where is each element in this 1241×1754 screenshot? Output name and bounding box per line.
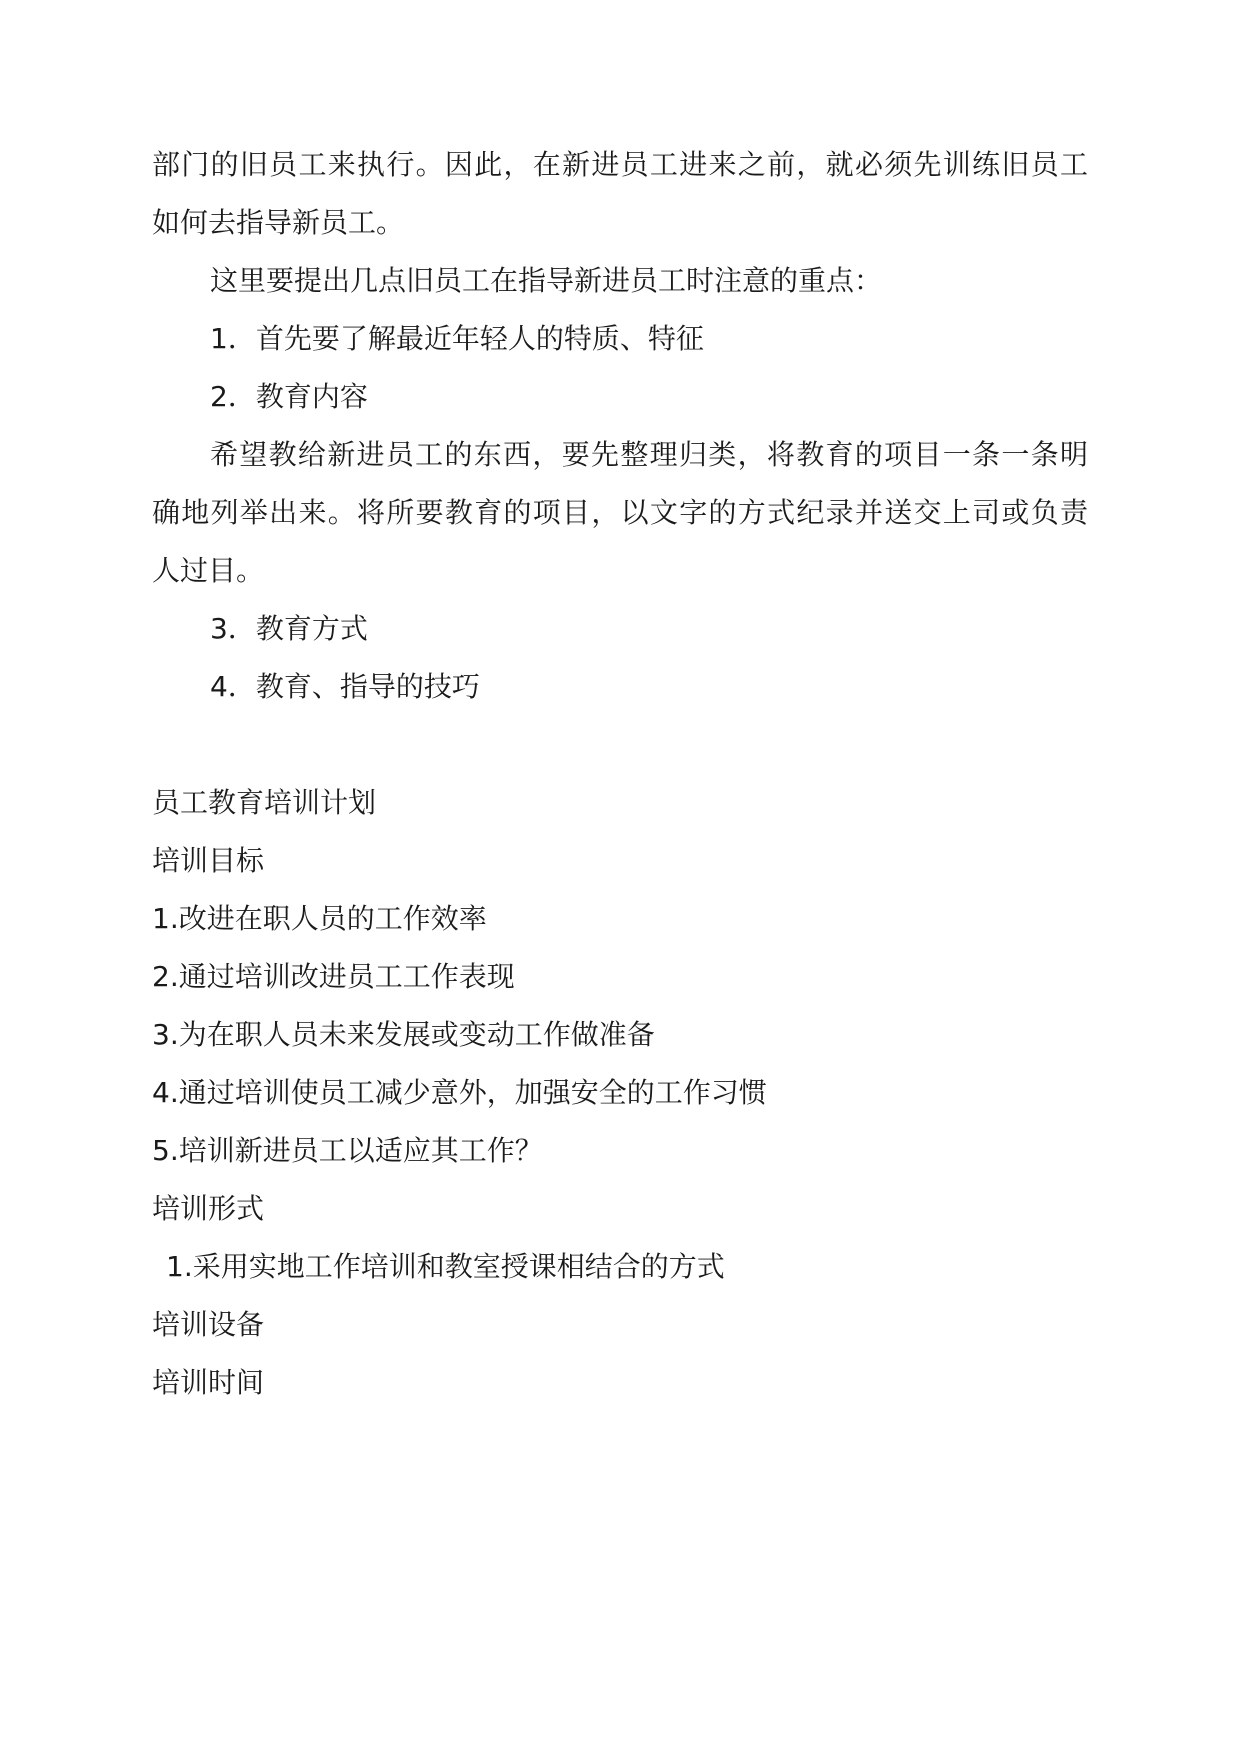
list-item-2: 2．教育内容 — [210, 380, 368, 413]
goal-item-2: 2.通过培训改进员工工作表现 — [152, 960, 515, 993]
paragraph-1-line-2: 如何去指导新员工。 — [152, 206, 405, 239]
section-title: 员工教育培训计划 — [152, 786, 377, 819]
paragraph-2-line-3: 人过目。 — [152, 554, 265, 587]
goal-heading: 培训目标 — [152, 844, 265, 877]
paragraph-2-line-2: 确地列举出来。将所要教育的项目，以文字的方式纪录并送交上司或负责 — [152, 496, 1088, 529]
intro-text: 这里要提出几点旧员工在指导新进员工时注意的重点： — [210, 264, 883, 297]
form-item-1: 1.采用实地工作培训和教室授课相结合的方式 — [166, 1250, 725, 1283]
goal-item-1: 1.改进在职人员的工作效率 — [152, 902, 487, 935]
list-item-1: 1．首先要了解最近年轻人的特质、特征 — [210, 322, 704, 355]
equipment-heading: 培训设备 — [152, 1308, 265, 1341]
list-item-3: 3．教育方式 — [210, 612, 368, 645]
goal-item-5: 5.培训新进员工以适应其工作？ — [152, 1134, 543, 1167]
goal-item-4: 4.通过培训使员工减少意外，加强安全的工作习惯 — [152, 1076, 767, 1109]
form-heading: 培训形式 — [152, 1192, 265, 1225]
list-item-4: 4．教育、指导的技巧 — [210, 670, 480, 703]
goal-item-3: 3.为在职人员未来发展或变动工作做准备 — [152, 1018, 655, 1051]
paragraph-2-line-1: 希望教给新进员工的东西，要先整理归类，将教育的项目一条一条明 — [210, 438, 1088, 471]
time-heading: 培训时间 — [152, 1366, 265, 1399]
paragraph-1-line-1: 部门的旧员工来执行。因此，在新进员工进来之前，就必须先训练旧员工 — [152, 148, 1088, 181]
